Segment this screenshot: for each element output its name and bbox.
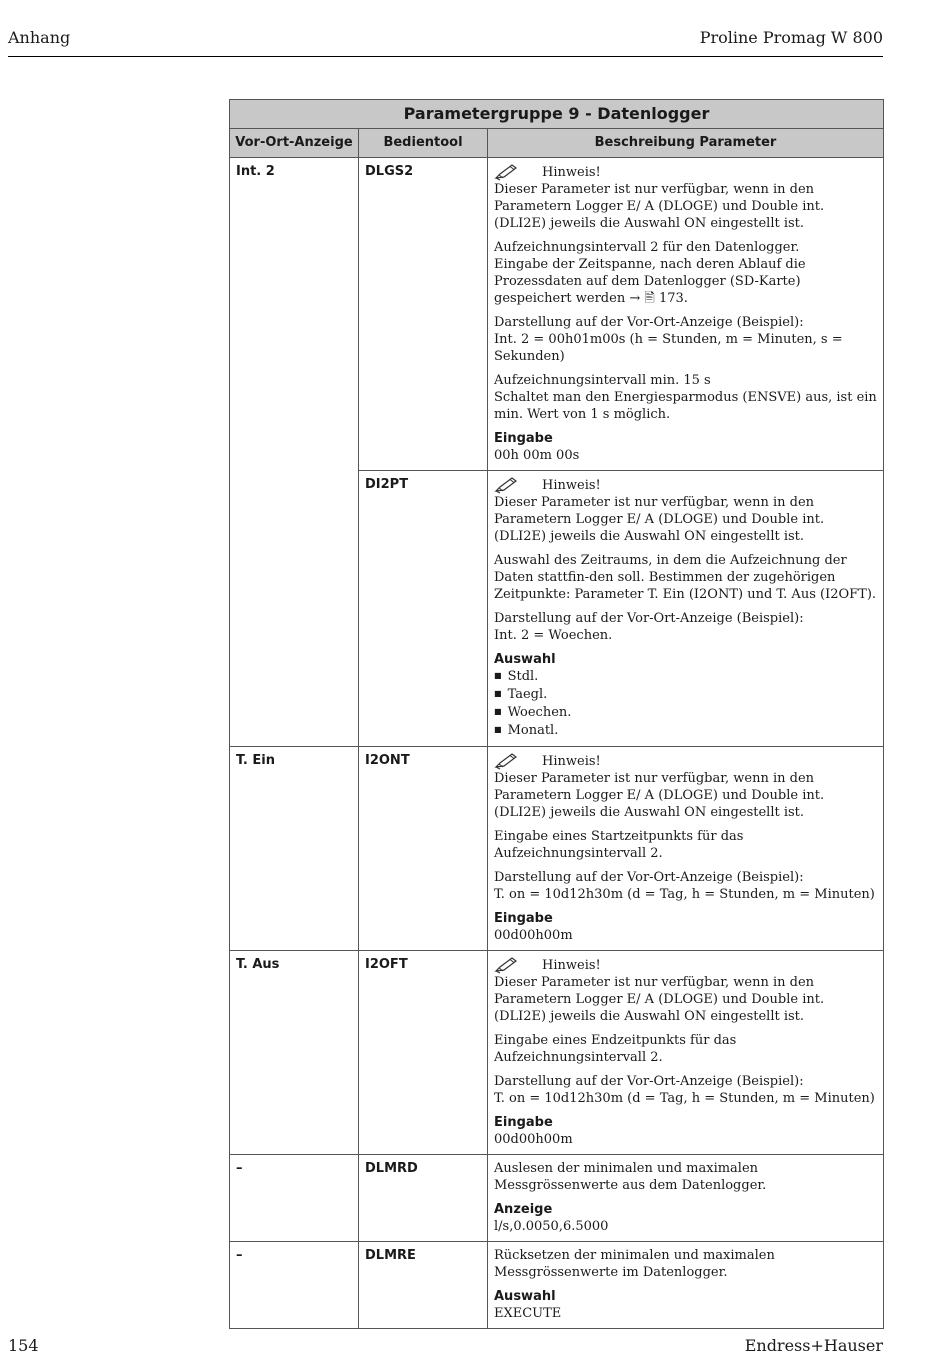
- pencil-note-icon: [494, 163, 518, 181]
- description-text: Eingabe eines Endzeitpunkts für das Aufzeichnungsintervall 2.: [494, 1033, 737, 1065]
- value-text: l/s,0.0050,6.5000: [494, 1219, 609, 1234]
- description-text: Int. 2 = Woechen.: [494, 628, 613, 643]
- note-header: [494, 752, 877, 770]
- page-number: 154: [8, 1336, 39, 1355]
- table-row: [230, 747, 884, 951]
- local-display-label: T. Aus: [230, 951, 359, 1155]
- parameter-description: [488, 1155, 884, 1242]
- parameter-description: [488, 747, 884, 951]
- header-divider: [8, 56, 883, 57]
- local-display-label: T. Ein: [230, 747, 359, 951]
- description-text: Aufzeichnungsintervall 2 für den Datenlogger.: [494, 240, 800, 255]
- value-heading: Eingabe: [494, 1115, 553, 1130]
- table-row: [230, 951, 884, 1155]
- parameter-description: [488, 1242, 884, 1329]
- description-line: [494, 372, 877, 423]
- value-heading: Anzeige: [494, 1202, 553, 1217]
- description-line: [494, 869, 877, 903]
- option-item: ■ Monatl.: [494, 722, 877, 740]
- pencil-note-icon: [494, 752, 518, 770]
- description-line: [494, 239, 877, 307]
- note-text: Dieser Parameter ist nur verfügbar, wenn in den Parametern Logger E/ A (DLOGE) und Double int. (DLI2E) jeweils die Auswahl ON eingestellt ist.: [494, 975, 825, 1024]
- value-text: 00d00h00m: [494, 1132, 573, 1147]
- pencil-note-icon: [494, 956, 518, 974]
- tool-code: DI2PT: [359, 471, 488, 747]
- parameter-table: [229, 99, 884, 1329]
- tool-code: I2ONT: [359, 747, 488, 951]
- tool-code: DLGS2: [359, 158, 488, 471]
- local-display-label: –: [230, 1155, 359, 1242]
- value-text: 00h 00m 00s: [494, 448, 580, 463]
- footer-brand: Endress+Hauser: [744, 1336, 883, 1355]
- header-section-title: Anhang: [8, 28, 71, 47]
- description-text: Darstellung auf der Vor-Ort-Anzeige (Beispiel):: [494, 870, 804, 885]
- option-list: [494, 668, 877, 740]
- description-text: Rücksetzen der minimalen und maximalen Messgrössenwerte im Datenlogger.: [494, 1248, 775, 1280]
- description-line: [494, 610, 877, 644]
- description-text: Darstellung auf der Vor-Ort-Anzeige (Beispiel):: [494, 315, 804, 330]
- table-row: [230, 1155, 884, 1242]
- description-text: Eingabe eines Startzeitpunkts für das Aufzeichnungsintervall 2.: [494, 829, 744, 861]
- note-text: Dieser Parameter ist nur verfügbar, wenn in den Parametern Logger E/ A (DLOGE) und Double int. (DLI2E) jeweils die Auswahl ON eingestellt ist.: [494, 495, 825, 544]
- description-line: [494, 314, 877, 365]
- note-text: Dieser Parameter ist nur verfügbar, wenn in den Parametern Logger E/ A (DLOGE) und Double int. (DLI2E) jeweils die Auswahl ON eingestellt ist.: [494, 182, 825, 231]
- description-text: Eingabe der Zeitspanne, nach deren Ablauf die Prozessdaten auf dem Datenlogger (SD-Karte) gespeichert werden → 🖹 173.: [494, 257, 806, 306]
- option-item: ■ Woechen.: [494, 704, 877, 722]
- value-text: 00d00h00m: [494, 928, 573, 943]
- pencil-note-icon: [494, 476, 518, 494]
- description-text: Aufzeichnungsintervall min. 15 s: [494, 373, 711, 388]
- tool-code: DLMRE: [359, 1242, 488, 1329]
- description-text: Darstellung auf der Vor-Ort-Anzeige (Beispiel):: [494, 611, 804, 626]
- value-heading: Eingabe: [494, 911, 553, 926]
- table-title: Parametergruppe 9 - Datenlogger: [230, 100, 884, 129]
- description-text: Schaltet man den Energiesparmodus (ENSVE) aus, ist ein min. Wert von 1 s möglich.: [494, 390, 877, 422]
- value-text: EXECUTE: [494, 1306, 562, 1321]
- parameter-description: [488, 951, 884, 1155]
- note-header: [494, 476, 877, 494]
- column-header-local-display: Vor-Ort-Anzeige: [230, 129, 359, 158]
- parameter-description: [488, 158, 884, 471]
- note-header: [494, 956, 877, 974]
- description-text: T. on = 10d12h30m (d = Tag, h = Stunden, m = Minuten): [494, 1091, 875, 1106]
- description-line: [494, 1073, 877, 1107]
- description-text: Int. 2 = 00h01m00s (h = Stunden, m = Minuten, s = Sekunden): [494, 332, 843, 364]
- value-heading: Auswahl: [494, 652, 556, 667]
- table-row: [230, 158, 884, 471]
- description-text: T. on = 10d12h30m (d = Tag, h = Stunden, m = Minuten): [494, 887, 875, 902]
- value-heading: Eingabe: [494, 431, 553, 446]
- description-text: Auswahl des Zeitraums, in dem die Aufzeichnung der Daten stattfin-den soll. Bestimmen der zugehörigen Zeitpunkte: Parameter T. Ein (I2ONT) und T. Aus (I2OFT).: [494, 553, 877, 602]
- note-label: Hinweis!: [542, 164, 601, 180]
- note-label: Hinweis!: [542, 957, 601, 973]
- parameter-description: [488, 471, 884, 747]
- local-display-label: Int. 2: [230, 158, 359, 747]
- note-header: [494, 163, 877, 181]
- column-header-description: Beschreibung Parameter: [488, 129, 884, 158]
- option-item: ■ Stdl.: [494, 668, 877, 686]
- note-text: Dieser Parameter ist nur verfügbar, wenn in den Parametern Logger E/ A (DLOGE) und Double int. (DLI2E) jeweils die Auswahl ON eingestellt ist.: [494, 771, 825, 820]
- value-heading: Auswahl: [494, 1289, 556, 1304]
- tool-code: I2OFT: [359, 951, 488, 1155]
- note-label: Hinweis!: [542, 753, 601, 769]
- header-product-name: Proline Promag W 800: [699, 28, 883, 47]
- local-display-label: –: [230, 1242, 359, 1329]
- table-row: [230, 1242, 884, 1329]
- description-text: Darstellung auf der Vor-Ort-Anzeige (Beispiel):: [494, 1074, 804, 1089]
- column-header-operating-tool: Bedientool: [359, 129, 488, 158]
- description-text: Auslesen der minimalen und maximalen Messgrössenwerte aus dem Datenlogger.: [494, 1161, 767, 1193]
- tool-code: DLMRD: [359, 1155, 488, 1242]
- option-item: ■ Taegl.: [494, 686, 877, 704]
- note-label: Hinweis!: [542, 477, 601, 493]
